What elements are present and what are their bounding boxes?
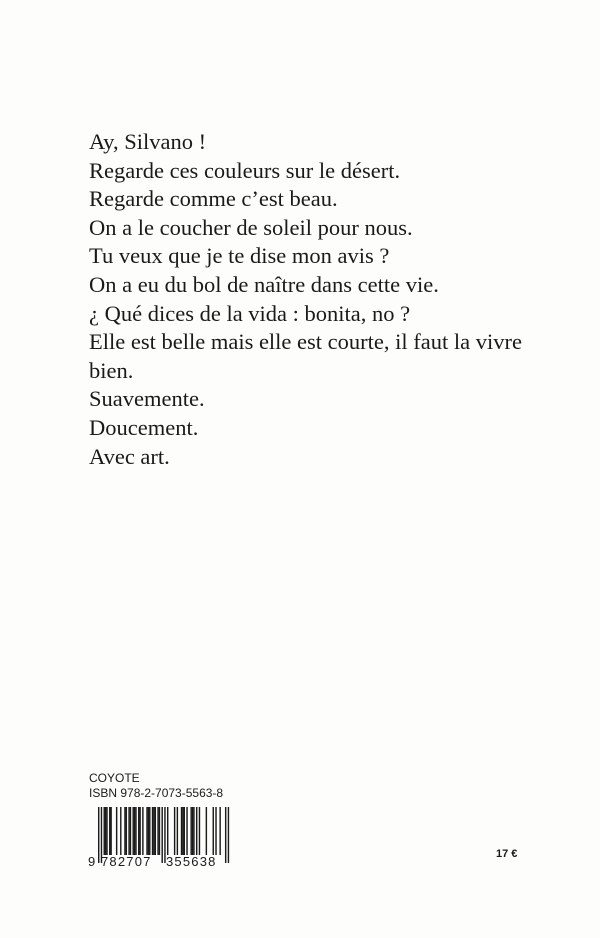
- barcode-bar: [161, 807, 162, 863]
- barcode-bar: [126, 807, 127, 855]
- barcode-bar: [184, 807, 185, 855]
- barcode-bar: [138, 807, 139, 855]
- poem-line: Suavemente.: [89, 386, 205, 412]
- barcode-bar: [219, 807, 220, 855]
- barcode-bar: [134, 807, 135, 855]
- barcode-bar: [190, 807, 191, 855]
- barcode-bar: [148, 807, 149, 855]
- barcode-bar: [152, 807, 153, 855]
- barcode-bar: [174, 807, 175, 855]
- barcode-icon: [86, 805, 232, 869]
- poem-text: [89, 128, 569, 471]
- poem-line: Elle est belle mais elle est courte, il faut la vivre: [89, 329, 522, 355]
- barcode-left-digits: 782707: [101, 854, 152, 869]
- barcode-bar: [196, 807, 197, 855]
- barcode-bar: [225, 807, 226, 863]
- barcode-bar: [186, 807, 187, 855]
- barcode-bar: [193, 807, 194, 855]
- barcode-bar: [110, 807, 111, 855]
- barcode-bar: [146, 807, 147, 855]
- barcode-bar: [142, 807, 143, 855]
- poem-line: On a le coucher de soleil pour nous.: [89, 214, 413, 240]
- barcode-bar: [157, 807, 158, 855]
- isbn-number: ISBN 978-2-7073-5563-8: [89, 786, 224, 800]
- barcode-bar: [135, 807, 136, 855]
- barcode-bar: [206, 807, 207, 855]
- barcode-bar: [128, 807, 129, 855]
- barcode-bar: [153, 807, 154, 855]
- barcode-right-digits: 355638: [166, 854, 217, 869]
- barcode-bar: [98, 807, 99, 863]
- barcode-bar: [199, 807, 200, 855]
- barcode-bar: [215, 807, 216, 855]
- barcode-bar: [104, 807, 105, 855]
- barcode-bar: [116, 807, 117, 855]
- barcode-bar: [109, 807, 110, 855]
- barcode-lead-digit: 9: [88, 854, 96, 869]
- barcode-bar: [139, 807, 140, 855]
- barcode-bar: [228, 807, 229, 863]
- poem-line: Avec art.: [89, 443, 170, 469]
- barcode-bar: [182, 807, 183, 855]
- barcode-bar: [124, 807, 125, 855]
- barcode: [86, 805, 232, 869]
- poem-line: Doucement.: [89, 414, 199, 440]
- barcode-bar: [177, 807, 178, 855]
- publisher-name: COYOTE: [89, 771, 140, 785]
- barcode-bar: [130, 807, 131, 855]
- barcode-bar: [213, 807, 214, 855]
- barcode-bar: [181, 807, 182, 855]
- poem-line: On a eu du bol de naître dans cette vie.: [89, 271, 439, 297]
- barcode-bar: [167, 807, 168, 855]
- barcode-bar: [105, 807, 106, 855]
- barcode-bar: [192, 807, 193, 855]
- barcode-bar: [155, 807, 156, 855]
- barcode-bar: [159, 807, 160, 855]
- price-label: 17 €: [496, 848, 518, 860]
- poem-line: Tu veux que je te dise mon avis ?: [89, 243, 390, 269]
- poem-line: ¿ Qué dices de la vida : bonita, no ?: [89, 300, 411, 326]
- barcode-bar: [149, 807, 150, 855]
- barcode-bar: [120, 807, 121, 855]
- poem-line: Regarde comme c’est beau.: [89, 186, 338, 212]
- barcode-bar: [133, 807, 134, 855]
- barcode-bar: [106, 807, 107, 855]
- poem-line: bien.: [89, 357, 134, 383]
- poem-line: Regarde ces couleurs sur le désert.: [89, 157, 401, 183]
- poem-line: Ay, Silvano !: [89, 129, 207, 154]
